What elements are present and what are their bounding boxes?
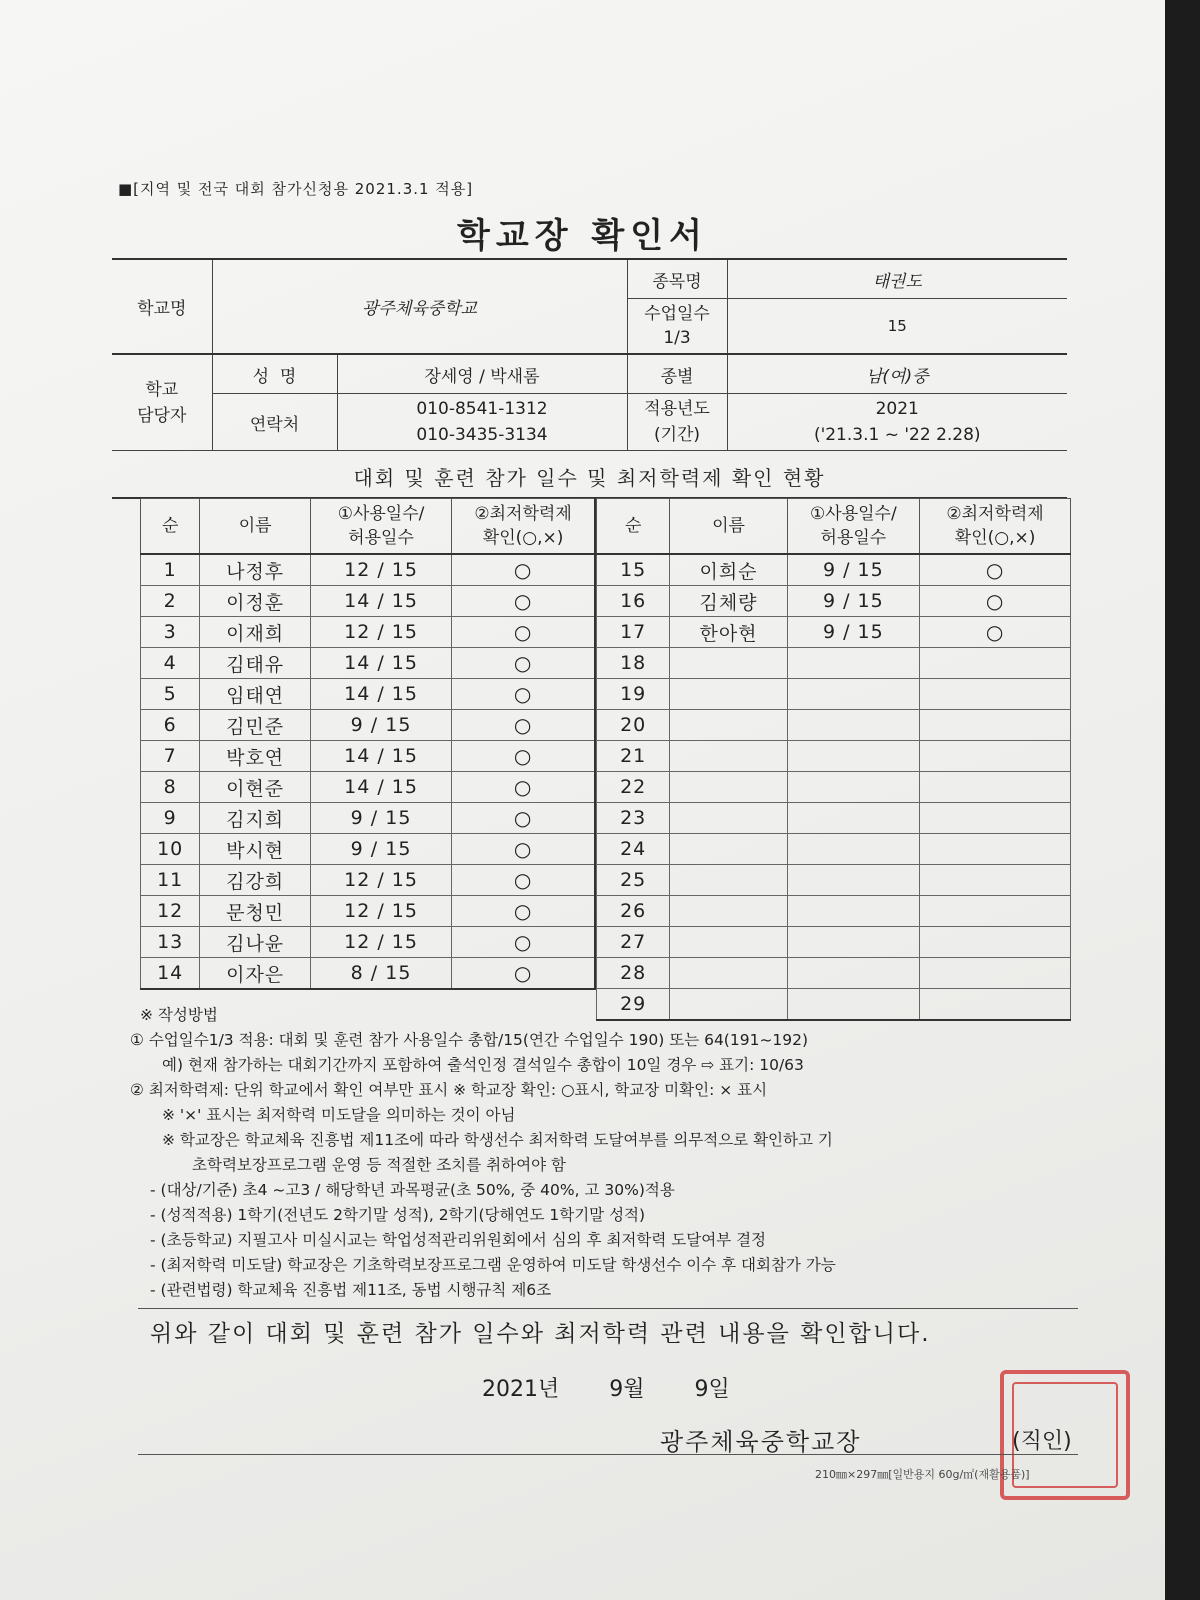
days-used: 14 / 15 [310,648,451,679]
academic-check: ○ [452,803,595,834]
academic-check: ○ [920,586,1071,617]
academic-check [920,896,1071,927]
academic-check [920,741,1071,772]
year-label: 적용년도 (기간) [627,394,727,451]
days-used [787,958,920,989]
student-name [670,803,787,834]
note-detail-target: - (대상/기준) 초4 ~고3 / 해당학년 과목평균(초 50%, 중 40%, 고 30%)적용 [150,1181,675,1199]
academic-check: ○ [452,896,595,927]
note-1: ① 수업일수1/3 적용: 대회 및 훈련 참가 사용일수 총합/15(연간 수업일수 190) 또는 64(191~192) [130,1031,809,1049]
table-row [597,648,1071,679]
table-row [141,865,596,896]
days-used [787,741,920,772]
col-check: ②최저학력제 확인(○,×) [452,499,595,555]
issue-date: 2021년 9월 9일 [482,1377,730,1402]
table-row [597,586,1071,617]
row-number: 17 [597,617,670,648]
row-number: 15 [597,554,670,586]
student-name: 이희순 [670,554,787,586]
days-used [787,803,920,834]
note-2-remark-2: ※ 학교장은 학교체육 진흥법 제11조에 따라 학생선수 최저학력 도달여부를 의무적으로 확인하고 기 [162,1131,833,1149]
student-name [670,772,787,803]
row-number: 16 [597,586,670,617]
academic-check: ○ [452,927,595,958]
table-row [141,679,596,710]
document-title: 학교장 확인서 [457,216,708,256]
sport-value: 태권도 [727,259,1067,299]
row-number: 4 [141,648,200,679]
academic-check: ○ [452,586,595,617]
table-row [141,958,596,990]
student-name: 이자은 [200,958,311,990]
col-no: 순 [141,499,200,555]
table-row [597,958,1071,989]
days-used [787,896,920,927]
academic-check [920,679,1071,710]
note-2: ② 최저학력제: 단위 학교에서 확인 여부만 표시 ※ 학교장 확인: ○표시, 학교장 미확인: × 표시 [130,1081,768,1099]
academic-check: ○ [452,679,595,710]
academic-check: ○ [452,834,595,865]
note-detail-below: - (최저학력 미도달) 학교장은 기초학력보장프로그램 운영하여 미도달 학생선수 이수 후 대회참가 가능 [150,1256,836,1274]
participation-table-left [140,498,596,990]
gender-value: 남(여)중 [727,354,1067,394]
participation-table-right [596,498,1071,1021]
row-number: 1 [141,554,200,586]
student-name [670,679,787,710]
academic-check: ○ [452,617,595,648]
academic-check [920,772,1071,803]
info-table [112,258,1067,451]
contact-phones: 010-8541-1312 010-3435-3134 [337,394,627,451]
background-edge [1165,0,1200,1600]
student-name: 김강희 [200,865,311,896]
row-number: 5 [141,679,200,710]
row-number: 13 [141,927,200,958]
academic-check: ○ [452,772,595,803]
year-value: 2021 ('21.3.1 ~ '22 2.28) [727,394,1067,451]
row-number: 19 [597,679,670,710]
row-number: 21 [597,741,670,772]
notes-heading: ※ 작성방법 [140,1006,218,1024]
student-name [670,648,787,679]
days-used: 12 / 15 [310,865,451,896]
days-used [787,865,920,896]
days-used [787,834,920,865]
row-number: 20 [597,710,670,741]
row-number: 6 [141,710,200,741]
student-name [670,927,787,958]
days-used: 12 / 15 [310,617,451,648]
days-used [787,927,920,958]
note-2-remark-1: ※ '×' 표시는 최저학력 미도달을 의미하는 것이 아님 [162,1106,516,1124]
table-row [597,772,1071,803]
academic-check: ○ [920,554,1071,586]
academic-check [920,710,1071,741]
table-row [597,834,1071,865]
table-row [597,741,1071,772]
note-detail-elementary: - (초등학교) 지필고사 미실시교는 학업성적관리위원회에서 심의 후 최저학력 도달여부 결정 [150,1231,767,1249]
row-number: 26 [597,896,670,927]
table-row [597,617,1071,648]
days-used: 9 / 15 [787,617,920,648]
student-name [670,865,787,896]
student-name [670,958,787,989]
col-days: ①사용일수/ 허용일수 [787,499,920,555]
student-name: 김민준 [200,710,311,741]
table-row [141,896,596,927]
note-2-remark-2-cont: 초학력보장프로그램 운영 등 적절한 조치를 취하여야 함 [192,1156,566,1174]
days-used: 12 / 15 [310,896,451,927]
student-name: 박호연 [200,741,311,772]
table-row [597,896,1071,927]
days-used: 9 / 15 [310,834,451,865]
days-used: 9 / 15 [787,554,920,586]
manager-label: 학교 담당자 [112,354,212,451]
seal-label: (직인) [1012,1429,1072,1454]
days-used [787,772,920,803]
academic-check [920,834,1071,865]
days-used: 14 / 15 [310,586,451,617]
academic-check [920,865,1071,896]
academic-check: ○ [452,865,595,896]
days-used [787,679,920,710]
table-row [597,865,1071,896]
row-number: 27 [597,927,670,958]
row-number: 23 [597,803,670,834]
academic-check: ○ [920,617,1071,648]
academic-check: ○ [452,648,595,679]
days-used [787,648,920,679]
academic-check: ○ [452,741,595,772]
student-name: 박시현 [200,834,311,865]
col-name: 이름 [200,499,311,555]
days-used [787,710,920,741]
table-row [141,772,596,803]
student-name [670,741,787,772]
divider [138,1454,1078,1455]
days-used: 14 / 15 [310,772,451,803]
table-row [141,834,596,865]
sport-label: 종목명 [627,259,727,299]
divider [138,1308,1078,1309]
col-no: 순 [597,499,670,555]
days-used: 14 / 15 [310,679,451,710]
table-row [141,586,596,617]
student-name: 이현준 [200,772,311,803]
row-number: 8 [141,772,200,803]
days-used: 12 / 15 [310,927,451,958]
gender-label: 종별 [627,354,727,394]
school-name: 광주체육중학교 [212,259,627,354]
student-name: 임태연 [200,679,311,710]
col-check: ②최저학력제 확인(○,×) [920,499,1071,555]
student-name: 이정훈 [200,586,311,617]
note-1-example: 예) 현재 참가하는 대회기간까지 포함하여 출석인정 결석일수 총합이 10일 경우 ⇨ 표기: 10/63 [162,1056,804,1074]
academic-check: ○ [452,554,595,586]
student-name [670,710,787,741]
days-used: 12 / 15 [310,554,451,586]
school-label: 학교명 [112,259,212,354]
contact-label: 연락처 [212,394,337,451]
table-row [141,927,596,958]
row-number: 11 [141,865,200,896]
days-value: 15 [727,299,1067,355]
academic-check: ○ [452,710,595,741]
table-row [141,617,596,648]
days-used: 9 / 15 [310,803,451,834]
manager-names: 장세영 / 박새롬 [337,354,627,394]
section-title: 대회 및 훈련 참가 일수 및 최저학력제 확인 현황 [112,462,1067,499]
row-number: 9 [141,803,200,834]
note-detail-law: - (관련법령) 학교체육 진흥법 제11조, 동법 시행규칙 제6조 [150,1281,552,1299]
row-number: 28 [597,958,670,989]
table-row [141,648,596,679]
name-label: 성 명 [212,354,337,394]
academic-check [920,927,1071,958]
academic-check: ○ [452,958,595,990]
table-row [597,803,1071,834]
row-number: 29 [597,989,670,1021]
row-number: 12 [141,896,200,927]
table-row [597,710,1071,741]
row-number: 14 [141,958,200,990]
days-label: 수업일수 1/3 [627,299,727,355]
row-number: 22 [597,772,670,803]
paper-spec-footer: 210㎜×297㎜[일반용지 60g/㎡(재활용품)] [815,1468,1030,1481]
table-row [141,710,596,741]
col-days: ①사용일수/ 허용일수 [310,499,451,555]
student-name [670,834,787,865]
header-note: ■[지역 및 전국 대회 참가신청용 2021.3.1 적용] [118,180,474,198]
student-name: 김체량 [670,586,787,617]
student-name: 문청민 [200,896,311,927]
table-row [597,679,1071,710]
student-name: 김태유 [200,648,311,679]
writing-instructions [130,1003,1090,1303]
row-number: 25 [597,865,670,896]
table-row [597,927,1071,958]
col-name: 이름 [670,499,787,555]
row-number: 7 [141,741,200,772]
table-row [597,554,1071,586]
row-number: 10 [141,834,200,865]
principal-signature: 광주체육중학교장 [660,1428,862,1456]
student-name: 김나윤 [200,927,311,958]
row-number: 18 [597,648,670,679]
days-used: 8 / 15 [310,958,451,990]
row-number: 3 [141,617,200,648]
student-name: 나정후 [200,554,311,586]
days-used: 14 / 15 [310,741,451,772]
days-used: 9 / 15 [787,586,920,617]
student-name: 한아현 [670,617,787,648]
student-name: 김지희 [200,803,311,834]
academic-check [920,803,1071,834]
row-number: 2 [141,586,200,617]
table-row [141,554,596,586]
student-name [670,896,787,927]
student-name: 이재희 [200,617,311,648]
academic-check [920,648,1071,679]
row-number: 24 [597,834,670,865]
table-row [141,741,596,772]
table-row [141,803,596,834]
academic-check [920,958,1071,989]
days-used: 9 / 15 [310,710,451,741]
confirmation-statement: 위와 같이 대회 및 훈련 참가 일수와 최저학력 관련 내용을 확인합니다. [150,1321,931,1347]
note-detail-grades: - (성적적용) 1학기(전년도 2학기말 성적), 2학기(당해연도 1학기말 성적) [150,1206,646,1224]
